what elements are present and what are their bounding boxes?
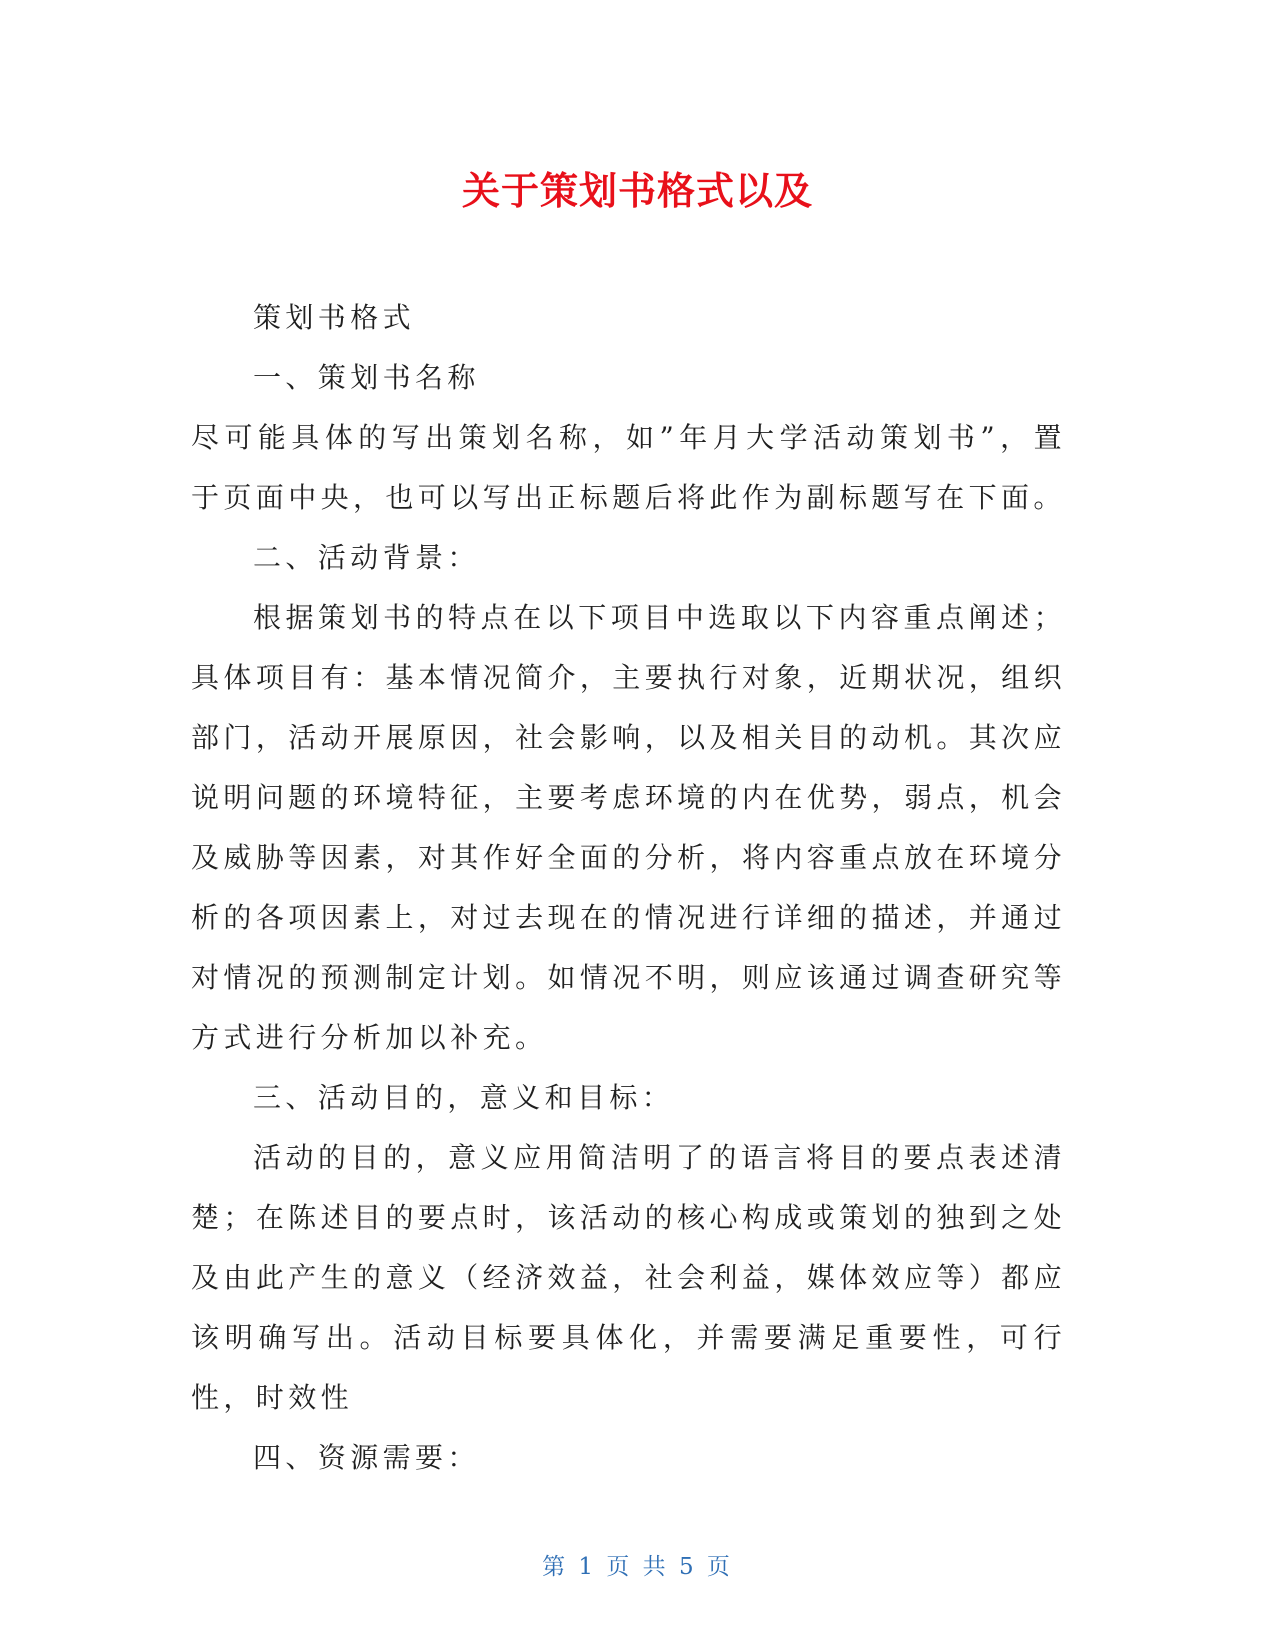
section-heading-3: 三、活动目的，意义和目标： xyxy=(253,1081,675,1114)
paragraph-section-1: 尽可能具体的写出策划名称，如”年月大学活动策划书”，置于页面中央，也可以写出正标题后将此作为副标题写在下面。 xyxy=(191,421,1066,514)
document-body xyxy=(191,288,1066,1488)
document-title: 关于策划书格式以及 xyxy=(461,169,813,213)
paragraph-section-3: 活动的目的，意义应用简洁明了的语言将目的要点表述清楚；在陈述目的要点时，该活动的核心构成或策划的独到之处及由此产生的意义（经济效益，社会利益，媒体效应等）都应该明确写出。活动目标要具体化，并需要满足重要性，可行性，时效性 xyxy=(191,1141,1066,1414)
section-heading-1: 一、策划书名称 xyxy=(253,361,480,394)
page-number-footer: 第 1 页 共 5 页 xyxy=(542,1554,733,1580)
section-heading-4: 四、资源需要： xyxy=(253,1441,480,1474)
paragraph-heading-format: 策划书格式 xyxy=(253,301,416,334)
section-heading-2: 二、活动背景： xyxy=(253,541,480,574)
paragraph-section-2: 根据策划书的特点在以下项目中选取以下内容重点阐述；具体项目有：基本情况简介，主要执行对象，近期状况，组织部门，活动开展原因，社会影响，以及相关目的动机。其次应说明问题的环境特征，主要考虑环境的内在优势，弱点，机会及威胁等因素，对其作好全面的分析，将内容重点放在环境分析的各项因素上，对过去现在的情况进行详细的描述，并通过对情况的预测制定计划。如情况不明，则应该通过调查研究等方式进行分析加以补充。 xyxy=(191,601,1066,1054)
